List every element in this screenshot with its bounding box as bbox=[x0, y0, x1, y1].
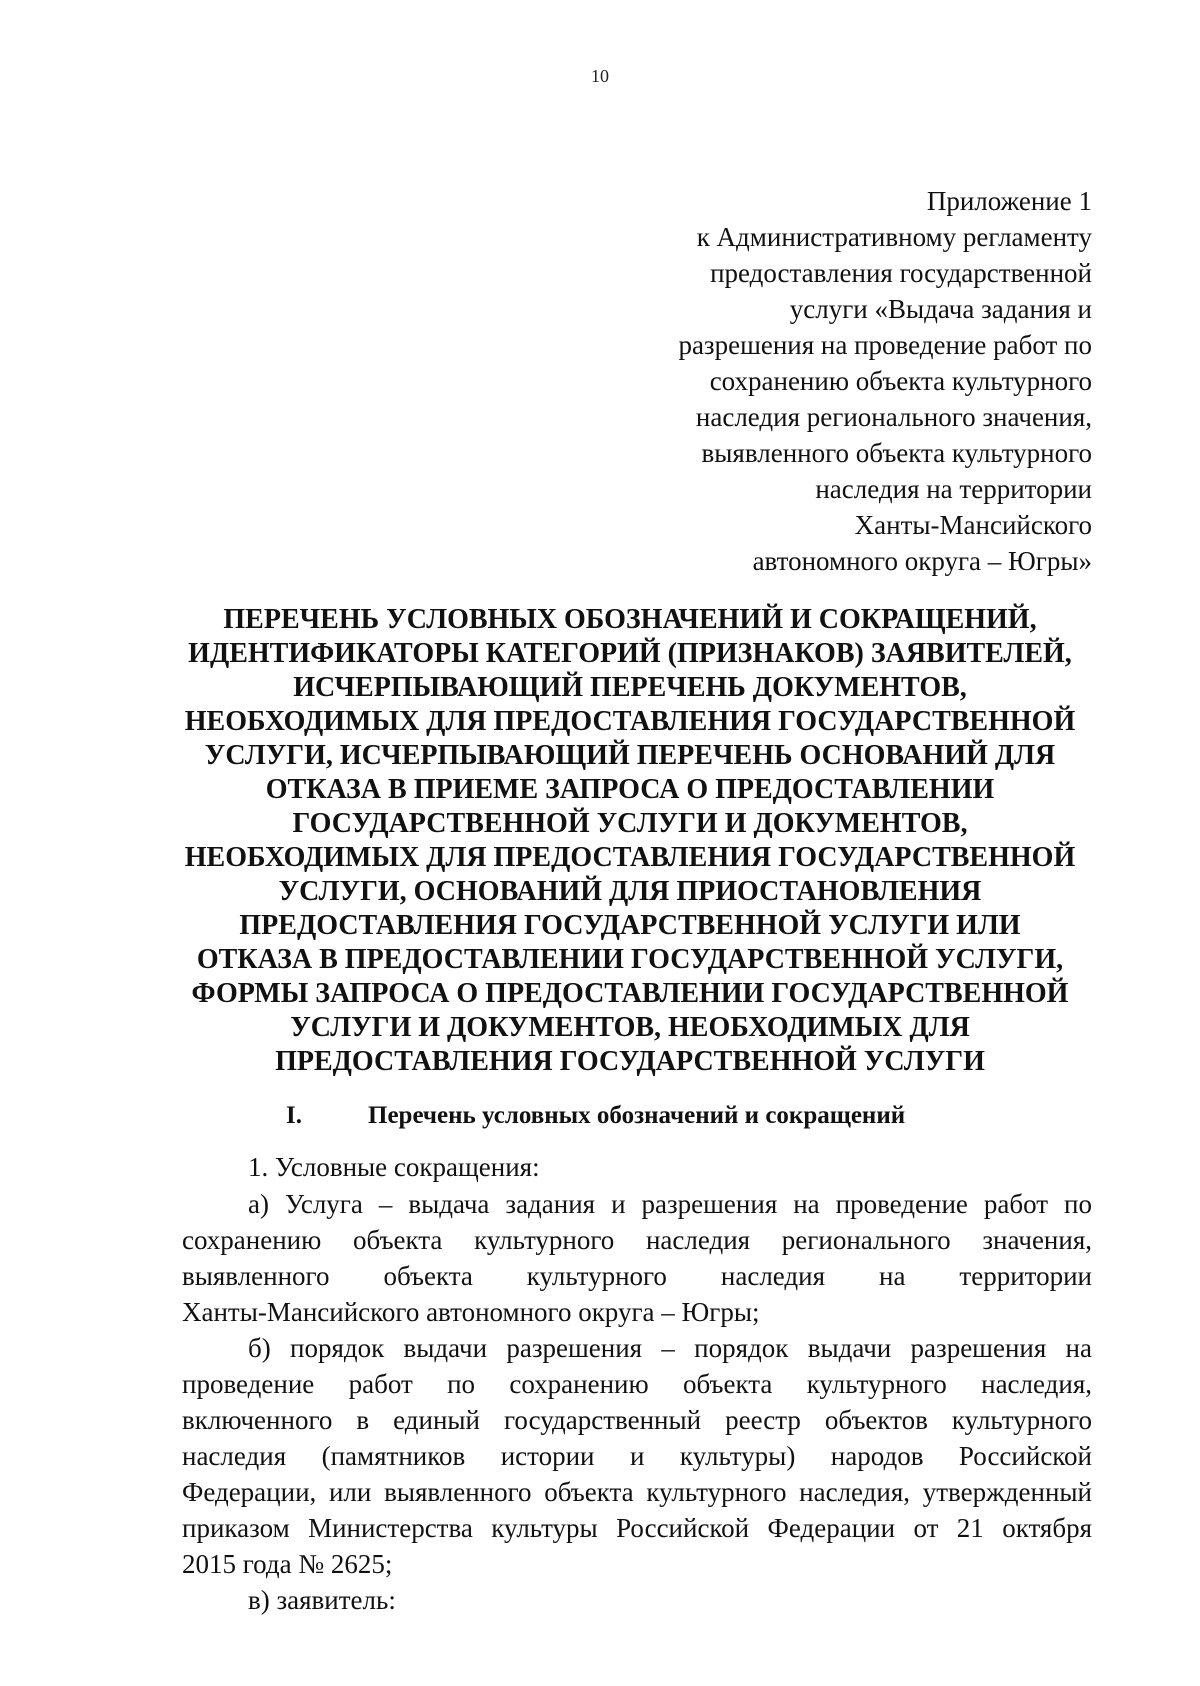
paragraph-line: выявленного объекта культурного наследия на территории bbox=[182, 1261, 1092, 1291]
title-line: ОТКАЗА В ПРЕДОСТАВЛЕНИИ ГОСУДАРСТВЕННОЙ УСЛУГИ, bbox=[196, 944, 1064, 975]
title-line: ОТКАЗА В ПРИЕМЕ ЗАПРОСА О ПРЕДОСТАВЛЕНИИ bbox=[265, 774, 995, 805]
item-c-text: в) заявитель: bbox=[248, 1585, 396, 1615]
title-line: ИДЕНТИФИКАТОРЫ КАТЕГОРИЙ (ПРИЗНАКОВ) ЗАЯВИТЕЛЕЙ, bbox=[188, 638, 1072, 669]
paragraph-line: проведение работ по сохранению объекта культурного наследия, bbox=[182, 1369, 1092, 1399]
paragraph-line: 2015 года № 2625; bbox=[182, 1549, 393, 1579]
title-line: УСЛУГИ, ОСНОВАНИЙ ДЛЯ ПРИОСТАНОВЛЕНИЯ bbox=[278, 876, 982, 907]
title-line: НЕОБХОДИМЫХ ДЛЯ ПРЕДОСТАВЛЕНИЯ ГОСУДАРСТВЕННОЙ bbox=[184, 842, 1076, 873]
section-heading bbox=[286, 1102, 905, 1130]
item-b bbox=[182, 1330, 1092, 1582]
title-line: НЕОБХОДИМЫХ ДЛЯ ПРЕДОСТАВЛЕНИЯ ГОСУДАРСТВЕННОЙ bbox=[184, 706, 1076, 737]
title-line: ИСЧЕРПЫВАЮЩИЙ ПЕРЕЧЕНЬ ДОКУМЕНТОВ, bbox=[293, 672, 967, 703]
appendix-line: к Административному регламенту bbox=[696, 222, 1092, 252]
title-line: ПРЕДОСТАВЛЕНИЯ ГОСУДАРСТВЕННОЙ УСЛУГИ ИЛИ bbox=[239, 910, 1021, 941]
paragraph-line: сохранению объекта культурного наследия регионального значения, bbox=[182, 1225, 1092, 1255]
item-1-text: 1. Условные сокращения: bbox=[248, 1152, 540, 1182]
section-number: I. bbox=[286, 1102, 302, 1129]
paragraph-line: наследия (памятников истории и культуры) народов Российской bbox=[182, 1441, 1092, 1471]
appendix-line: Приложение 1 bbox=[926, 186, 1092, 216]
appendix-line: выявленного объекта культурного bbox=[701, 438, 1092, 468]
item-1 bbox=[182, 1149, 1092, 1185]
title-line: ФОРМЫ ЗАПРОСА О ПРЕДОСТАВЛЕНИИ ГОСУДАРСТВЕННОЙ bbox=[191, 978, 1069, 1009]
appendix-line: Ханты-Мансийского bbox=[854, 510, 1092, 540]
appendix-block bbox=[560, 183, 1092, 579]
section-title: Перечень условных обозначений и сокращений bbox=[368, 1102, 906, 1129]
appendix-line: предоставления государственной bbox=[710, 258, 1092, 288]
document-title bbox=[150, 603, 1110, 1079]
item-c bbox=[182, 1582, 1092, 1618]
paragraph-line: Ханты-Мансийского автономного округа – Югры; bbox=[182, 1297, 760, 1327]
item-a bbox=[182, 1186, 1092, 1330]
title-line: УСЛУГИ И ДОКУМЕНТОВ, НЕОБХОДИМЫХ ДЛЯ bbox=[290, 1012, 970, 1043]
appendix-line: разрешения на проведение работ по bbox=[678, 330, 1092, 360]
paragraph-line: Федерации, или выявленного объекта культурного наследия, утвержденный bbox=[182, 1477, 1092, 1507]
page-number: 10 bbox=[591, 66, 609, 86]
appendix-line: автономного округа – Югры» bbox=[752, 546, 1092, 576]
appendix-line: наследия регионального значения, bbox=[695, 402, 1092, 432]
paragraph-line: а) Услуга – выдача задания и разрешения на проведение работ по bbox=[248, 1189, 1092, 1219]
title-line: ПРЕДОСТАВЛЕНИЯ ГОСУДАРСТВЕННОЙ УСЛУГИ bbox=[275, 1046, 985, 1077]
title-line: ПЕРЕЧЕНЬ УСЛОВНЫХ ОБОЗНАЧЕНИЙ И СОКРАЩЕНИЙ, bbox=[223, 604, 1037, 635]
title-line: УСЛУГИ, ИСЧЕРПЫВАЮЩИЙ ПЕРЕЧЕНЬ ОСНОВАНИЙ ДЛЯ bbox=[204, 740, 1056, 771]
title-line: ГОСУДАРСТВЕННОЙ УСЛУГИ И ДОКУМЕНТОВ, bbox=[292, 808, 968, 839]
appendix-line: наследия на территории bbox=[815, 474, 1092, 504]
appendix-line: услуги «Выдача задания и bbox=[789, 294, 1092, 324]
paragraph-line: включенного в единый государственный реестр объектов культурного bbox=[182, 1405, 1092, 1435]
paragraph-line: б) порядок выдачи разрешения – порядок выдачи разрешения на bbox=[248, 1333, 1092, 1363]
paragraph-line: приказом Министерства культуры Российской Федерации от 21 октября bbox=[182, 1513, 1092, 1543]
appendix-line: сохранению объекта культурного bbox=[709, 366, 1092, 396]
